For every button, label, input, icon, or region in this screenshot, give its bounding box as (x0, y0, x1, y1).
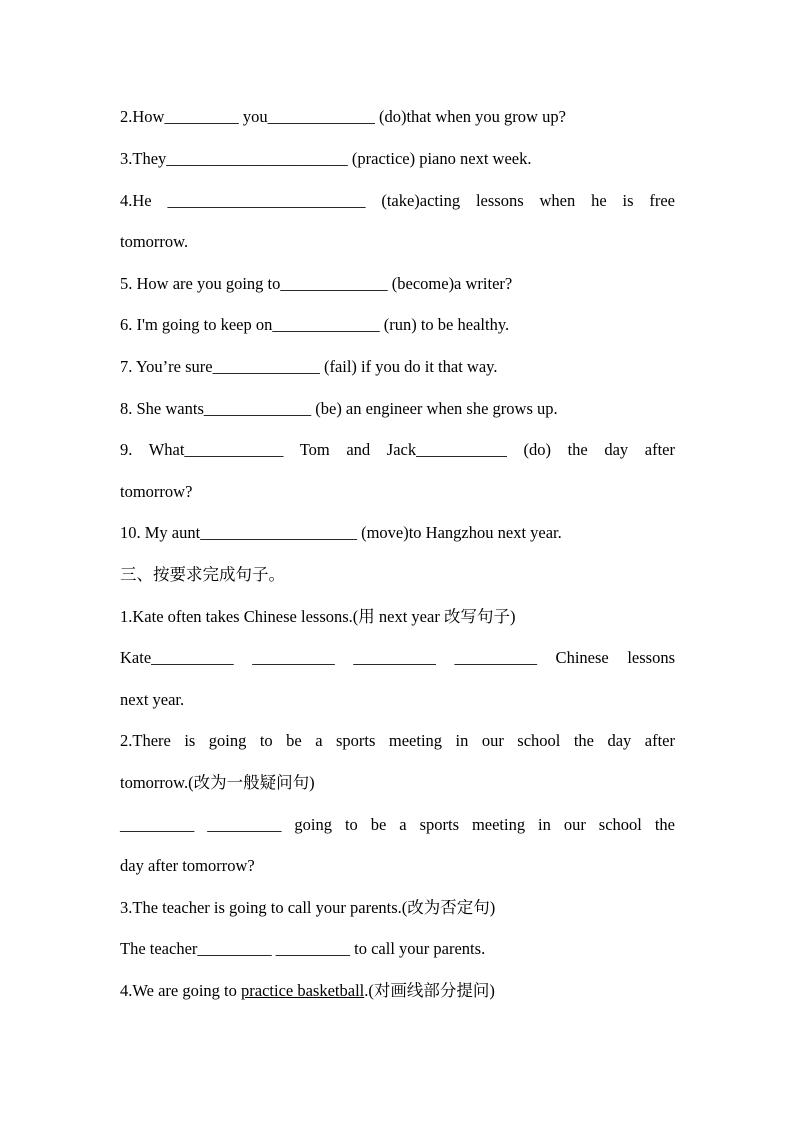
section-heading: 三、按要求完成句子。 (120, 565, 285, 584)
sentence-1-answer-line-2: next year. (120, 690, 185, 709)
sentence-4-underlined-phrase: practice basketball (241, 981, 365, 1000)
question-9-line-1: 9. What____________ Tom and Jack___________ (do) the day after (120, 440, 675, 459)
question-10: 10. My aunt___________________ (move)to Hangzhou next year. (120, 523, 562, 542)
question-4-line-2: tomorrow. (120, 232, 189, 251)
sentence-4-prompt-end: .(对画线部分提问) (364, 981, 495, 1000)
question-4-line-1: 4.He ________________________ (take)acting lessons when he is free (120, 191, 675, 210)
sentence-1-answer-line-1: Kate__________ __________ __________ __________ Chinese lessons (120, 648, 675, 667)
sentence-2-answer-line-2: day after tomorrow? (120, 856, 255, 875)
sentence-3-prompt: 3.The teacher is going to call your parents.(改为否定句) (120, 898, 496, 917)
sentence-2-answer-line-1: _________ _________ going to be a sports meeting in our school the (120, 815, 675, 834)
question-2: 2.How_________ you_____________ (do)that when you grow up? (120, 107, 566, 126)
sentence-4-prompt-start: 4.We are going to (120, 981, 242, 1000)
question-5: 5. How are you going to_____________ (become)a writer? (120, 274, 513, 293)
sentence-1-prompt: 1.Kate often takes Chinese lessons.(用 next year 改写句子) (120, 607, 516, 626)
question-8: 8. She wants_____________ (be) an engineer when she grows up. (120, 399, 558, 418)
sentence-2-prompt-line-2: tomorrow.(改为一般疑问句) (120, 773, 315, 792)
sentence-3-answer: The teacher_________ _________ to call your parents. (120, 939, 486, 958)
question-3: 3.They______________________ (practice) piano next week. (120, 149, 532, 168)
question-7: 7. You’re sure_____________ (fail) if you do it that way. (120, 357, 498, 376)
sentence-2-prompt-line-1: 2.There is going to be a sports meeting in our school the day after (120, 731, 675, 750)
question-9-line-2: tomorrow? (120, 482, 193, 501)
question-6: 6. I'm going to keep on_____________ (run) to be healthy. (120, 315, 510, 334)
sentence-4-prompt (120, 980, 675, 1002)
